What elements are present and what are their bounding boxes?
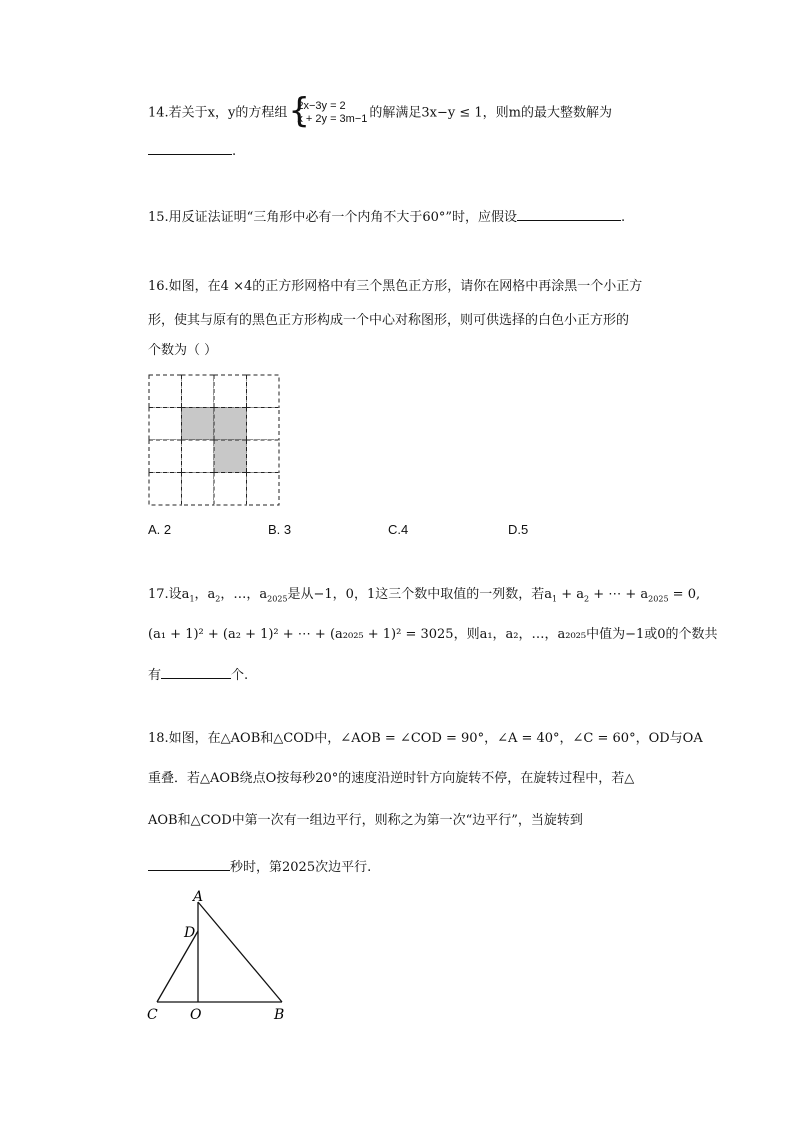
segment-ab — [198, 902, 282, 1002]
q17-line2: (a₁ + 1)² + (a₂ + 1)² + ⋯ + (a₂₀₂₅ + 1)² = 3025，则a₁，a₂，…，a₂₀₂₅中值为−1或0的个数共 — [148, 627, 718, 642]
q15-end: . — [621, 210, 626, 225]
q14-line2 — [148, 140, 236, 161]
q14-suffix: 的解满足3x−y ≤ 1，则m的最大整数解为 — [369, 105, 612, 121]
q14-line1 — [148, 91, 612, 131]
q17-text: ，…，a — [220, 587, 268, 602]
grid-cell — [247, 440, 280, 473]
option-c[interactable]: C.4 — [388, 522, 409, 537]
subscript: 2 — [584, 594, 590, 604]
grid-cell — [214, 375, 247, 408]
label-c: C — [147, 1007, 158, 1023]
grid-cell — [247, 375, 280, 408]
option-b[interactable]: B. 3 — [268, 522, 292, 537]
q17-text: = 0, — [668, 587, 701, 602]
answer-blank[interactable] — [161, 664, 231, 679]
subscript: 1 — [189, 594, 195, 604]
q17-line1 — [148, 586, 700, 609]
segment-cd — [157, 931, 198, 1002]
grid-cell — [149, 408, 182, 441]
q17-text: 个. — [231, 668, 249, 683]
q16-line1: 16.如图，在4 ×4的正方形网格中有三个黑色正方形，请你在网格中再涂黑一个小正方 — [148, 279, 643, 294]
grid-cell — [149, 473, 182, 506]
q15-text: 15.用反证法证明“三角形中必有一个内角不大于60°”时，应假设 — [148, 210, 518, 225]
q14-prefix: 14.若关于x，y的方程组 — [148, 105, 288, 121]
q17-text: 是从−1，0，1这三个数中取值的一列数，若a — [287, 587, 552, 602]
q17-text: 有 — [148, 668, 162, 683]
grid-cell — [182, 473, 215, 506]
subscript: 2025 — [648, 594, 669, 604]
answer-blank[interactable] — [148, 140, 232, 155]
q14-end: . — [232, 144, 237, 159]
grid-cell — [182, 440, 215, 473]
equation-2: x + 2y = 3m−1 — [297, 113, 368, 125]
answer-blank[interactable] — [148, 856, 230, 871]
q18-line4 — [148, 856, 371, 877]
option-d[interactable]: D.5 — [508, 522, 529, 537]
q16-line3: 个数为（ ） — [148, 343, 218, 358]
label-b: B — [274, 1007, 285, 1023]
grid-cell-shaded — [214, 440, 247, 473]
q17-line3 — [148, 664, 248, 685]
grid-cell — [182, 375, 215, 408]
subscript: 1 — [551, 594, 558, 604]
square-grid-figure — [148, 374, 280, 506]
q17-text: ，a — [194, 587, 216, 602]
equation-system — [288, 91, 368, 131]
grid-cell-shaded — [182, 408, 215, 441]
triangle-figure — [140, 885, 300, 1025]
q18-line1: 18.如图，在△AOB和△COD中，∠AOB = ∠COD = 90°，∠A = 40°，∠C = 60°，OD与OA — [148, 731, 703, 746]
grid-cell — [214, 473, 247, 506]
q17-text: + ⋯ + a — [589, 587, 649, 602]
q18-text: 秒时，第2025次边平行. — [230, 860, 372, 875]
subscript: 2025 — [267, 594, 288, 604]
grid-cell — [149, 375, 182, 408]
subscript: 2 — [215, 594, 221, 604]
label-o: O — [190, 1007, 202, 1023]
q16-line2: 形，使其与原有的黑色正方形构成一个中心对称图形，则可供选择的白色小正方形的 — [148, 313, 630, 328]
grid-cell — [247, 408, 280, 441]
q17-text: 17.设a — [148, 587, 190, 602]
option-a[interactable]: A. 2 — [148, 522, 172, 537]
q15-line — [148, 206, 625, 227]
answer-blank[interactable] — [517, 206, 621, 221]
brace-symbol: { — [288, 91, 310, 131]
q18-line3: AOB和△COD中第一次有一组边平行，则称之为第一次“边平行”，当旋转到 — [148, 813, 583, 828]
q18-line2: 重叠．若△AOB绕点O按每秒20°的速度沿逆时针方向旋转不停，在旋转过程中，若△ — [148, 771, 635, 786]
grid-cell — [149, 440, 182, 473]
grid-cell-shaded — [214, 408, 247, 441]
equation-1: 2x−3y = 2 — [297, 100, 346, 112]
grid-cell — [247, 473, 280, 506]
label-d: D — [184, 925, 196, 941]
q17-text: + a — [557, 587, 584, 602]
label-a: A — [193, 889, 204, 905]
